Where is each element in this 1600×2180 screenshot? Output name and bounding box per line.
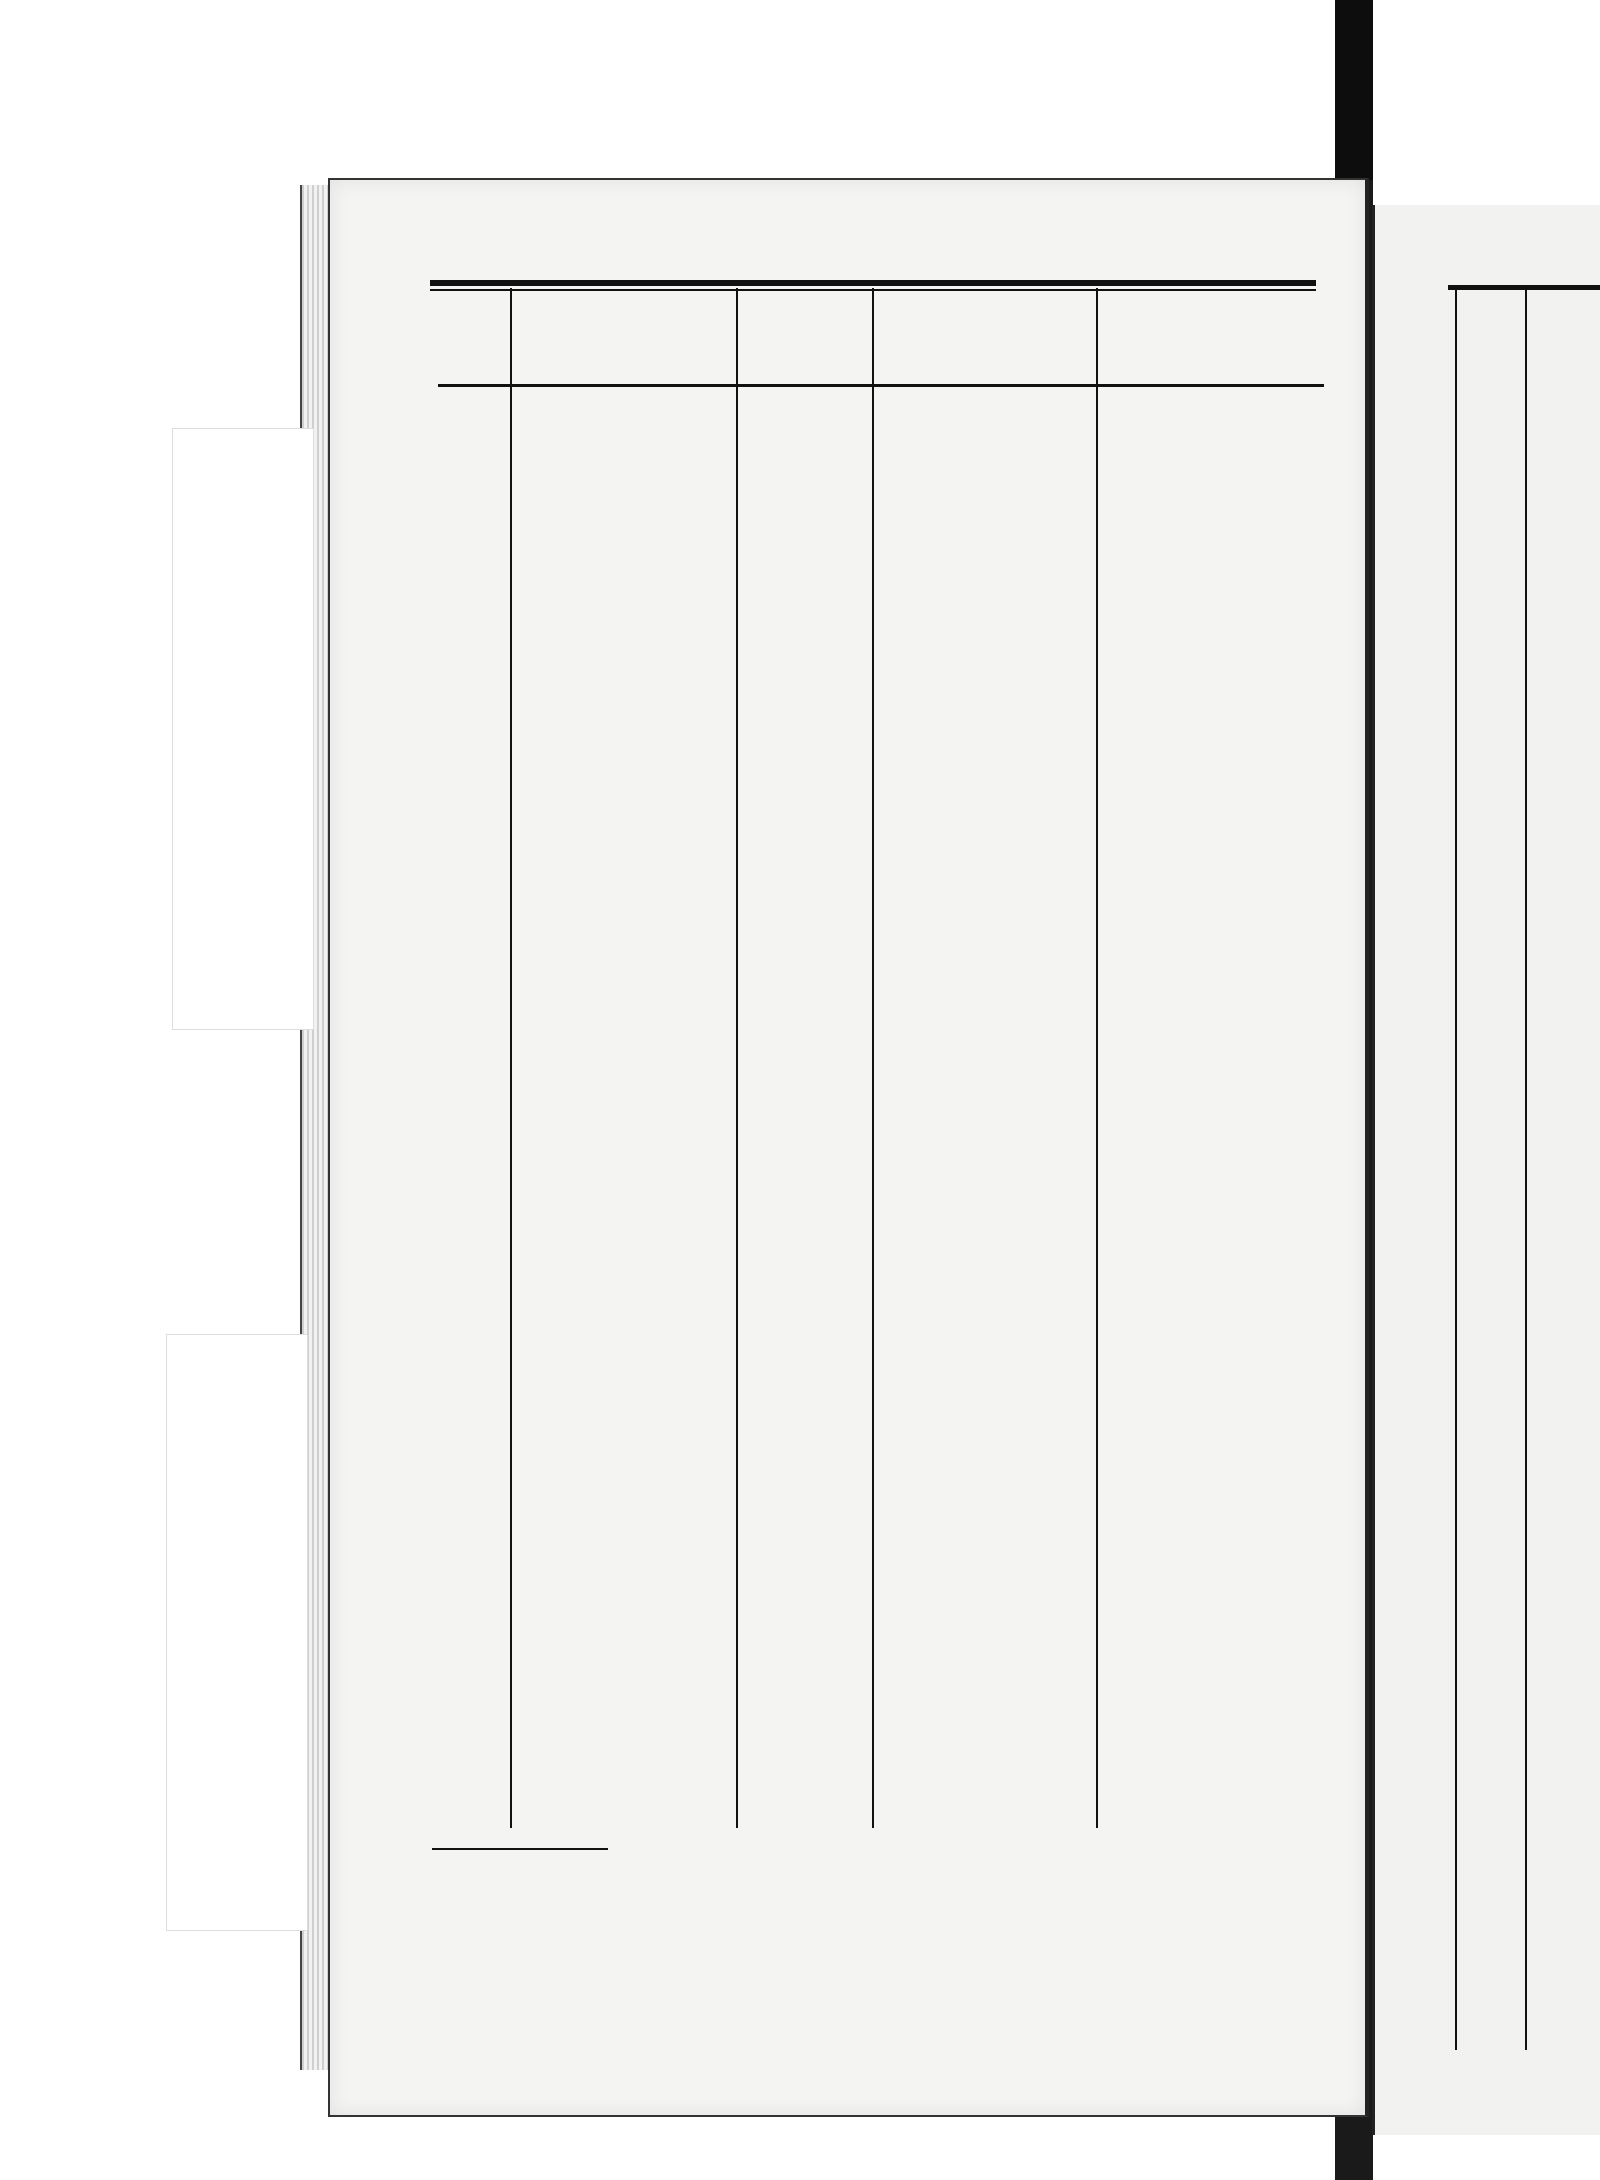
column-divider-4 [1096, 288, 1098, 1828]
left-page [328, 178, 1369, 2117]
top-rule [430, 280, 1316, 286]
footnote-rule [432, 1848, 608, 1850]
column-divider-2 [736, 288, 738, 1828]
column-divider-3 [872, 288, 874, 1828]
right-page [1372, 205, 1600, 2135]
column-divider-1 [510, 288, 512, 1828]
next-page-top-rule [1448, 285, 1600, 290]
header-rule [438, 384, 1324, 387]
bleed-through-label [172, 428, 314, 1030]
next-page-left-border [1455, 290, 1457, 2050]
soiled-document-label [166, 1334, 308, 1931]
footnote [448, 1870, 1336, 1874]
next-page-column-divider [1525, 290, 1527, 2050]
